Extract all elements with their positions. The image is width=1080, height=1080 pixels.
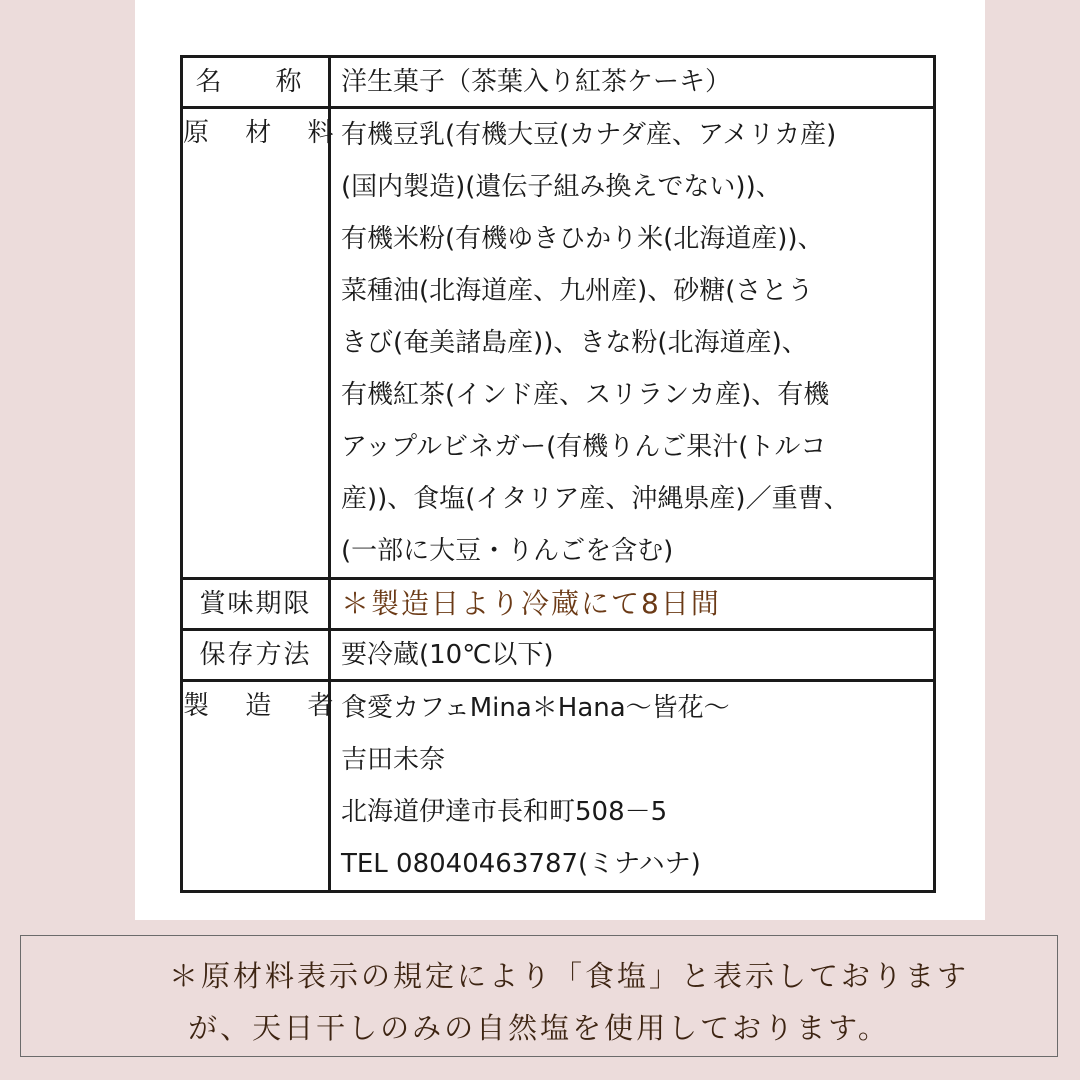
- ingredients-line: 菜種油(北海道産、九州産)、砂糖(さとう: [341, 276, 814, 306]
- maker-line: 食愛カフェMina＊Hana～皆花～: [341, 693, 730, 723]
- ingredients-label-cell: [182, 108, 348, 579]
- ingredients-line: アップルビネガー(有機りんご果汁(トルコ: [341, 432, 827, 462]
- ingredients-line: (国内製造)(遺伝子組み換えでない))、: [341, 172, 782, 202]
- ingredients-line: 有機豆乳(有機大豆(カナダ産、アメリカ産): [341, 120, 837, 150]
- ingredients-line: 産))、食塩(イタリア産、沖縄県産)／重曹、: [341, 484, 850, 514]
- storage-value-cell: [330, 630, 935, 681]
- ingredients-line: 有機紅茶(インド産、スリランカ産)、有機: [341, 380, 830, 410]
- maker-row: [182, 681, 935, 892]
- ingredients-row: [182, 108, 935, 579]
- name-value: 洋生菓子（茶葉入り紅茶ケーキ）: [341, 67, 732, 97]
- expiry-value-cell: [330, 579, 935, 630]
- maker-line: 北海道伊達市長和町508－5: [341, 797, 668, 827]
- storage-label: 保存方法: [199, 640, 312, 670]
- ingredients-value-cell: [330, 108, 935, 579]
- storage-value: 要冷蔵(10℃以下): [341, 640, 554, 670]
- name-value-cell: [330, 57, 935, 108]
- expiry-row: [182, 579, 935, 630]
- name-label-cell: [182, 57, 330, 108]
- salt-note-box: [20, 935, 1058, 1057]
- salt-note-line: が、天日干しのみの自然塩を使用しております。: [188, 1011, 890, 1045]
- name-row: [182, 57, 935, 108]
- storage-row: [182, 630, 935, 681]
- ingredients-line: きび(奄美諸島産))、きな粉(北海道産)、: [341, 328, 808, 358]
- salt-note-line: ＊原材料表示の規定により「食塩」と表示しております: [168, 959, 969, 993]
- expiry-value: ＊製造日より冷蔵にて8日間: [341, 587, 721, 620]
- ingredients-line: 有機米粉(有機ゆきひかり米(北海道産))、: [341, 224, 824, 254]
- storage-label-cell: [182, 630, 330, 681]
- maker-value-cell: [330, 681, 935, 892]
- maker-line: 吉田未奈: [341, 745, 446, 775]
- food-label-table: [180, 55, 936, 893]
- maker-line: TEL 08040463787(ミナハナ): [341, 849, 701, 879]
- ingredients-line: (一部に大豆・りんごを含む): [341, 536, 674, 566]
- expiry-label: 賞味期限: [199, 589, 312, 619]
- expiry-label-cell: [182, 579, 330, 630]
- ingredients-label: 原 材 料: [183, 118, 348, 148]
- maker-label-cell: [182, 681, 348, 892]
- maker-label: 製 造 者: [183, 691, 348, 721]
- name-label: 名 称: [195, 67, 316, 97]
